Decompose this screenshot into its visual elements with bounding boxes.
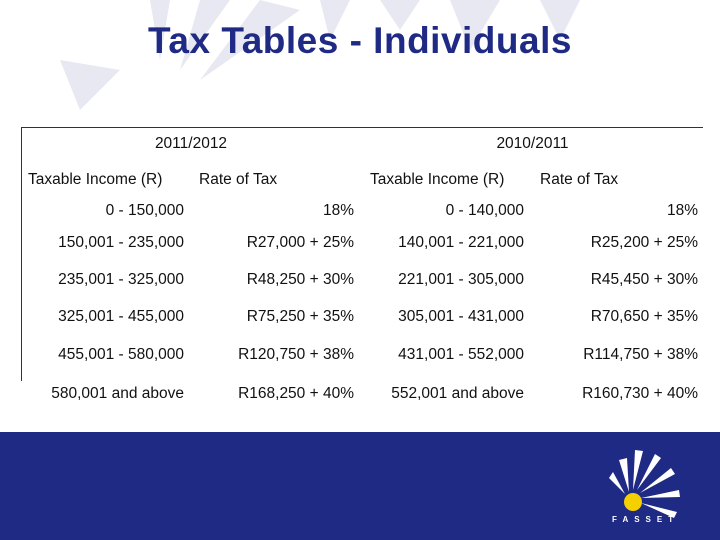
income-2010-cell: 305,001 - 431,000 [398,308,524,325]
rate-2010-cell: 18% [666,202,698,219]
rate-2011-cell: R120,750 + 38% [238,346,354,363]
column-header-taxable-income-2011: Taxable Income (R) [28,171,163,188]
income-2011-cell: 235,001 - 325,000 [58,271,184,288]
rate-2011-cell: 18% [322,202,354,219]
income-2011-cell: 455,001 - 580,000 [58,346,184,363]
logo-wordmark: FASSET [612,515,680,524]
rate-2010-cell: R45,450 + 30% [590,271,698,288]
rate-2010-cell: R70,650 + 35% [590,308,698,325]
income-2010-cell: 552,001 and above [391,385,524,402]
income-2011-cell: 150,001 - 235,000 [58,234,184,251]
income-2011-cell: 325,001 - 455,000 [58,308,184,325]
income-2010-cell: 431,001 - 552,000 [398,346,524,363]
tax-table [21,127,703,402]
column-header-rate-2010: Rate of Tax [540,171,619,188]
rate-2010-cell: R160,730 + 40% [582,385,698,402]
income-2010-cell: 0 - 140,000 [445,202,524,219]
rate-2011-cell: R27,000 + 25% [246,234,354,251]
column-header-taxable-income-2010: Taxable Income (R) [370,171,505,188]
rate-2011-cell: R75,250 + 35% [246,308,354,325]
rate-2011-cell: R48,250 + 30% [246,271,354,288]
income-2010-cell: 140,001 - 221,000 [398,234,524,251]
income-2010-cell: 221,001 - 305,000 [398,271,524,288]
rate-2010-cell: R25,200 + 25% [590,234,698,251]
period-header-2011-2012: 2011/2012 [154,135,228,152]
income-2011-cell: 580,001 and above [51,385,184,402]
column-header-rate-2011: Rate of Tax [199,171,278,188]
rate-2010-cell: R114,750 + 38% [583,346,698,363]
slide-title: Tax Tables - Individuals [148,20,572,61]
period-header-2010-2011: 2010/2011 [496,135,569,152]
income-2011-cell: 0 - 150,000 [105,202,184,219]
rate-2011-cell: R168,250 + 40% [238,385,354,402]
